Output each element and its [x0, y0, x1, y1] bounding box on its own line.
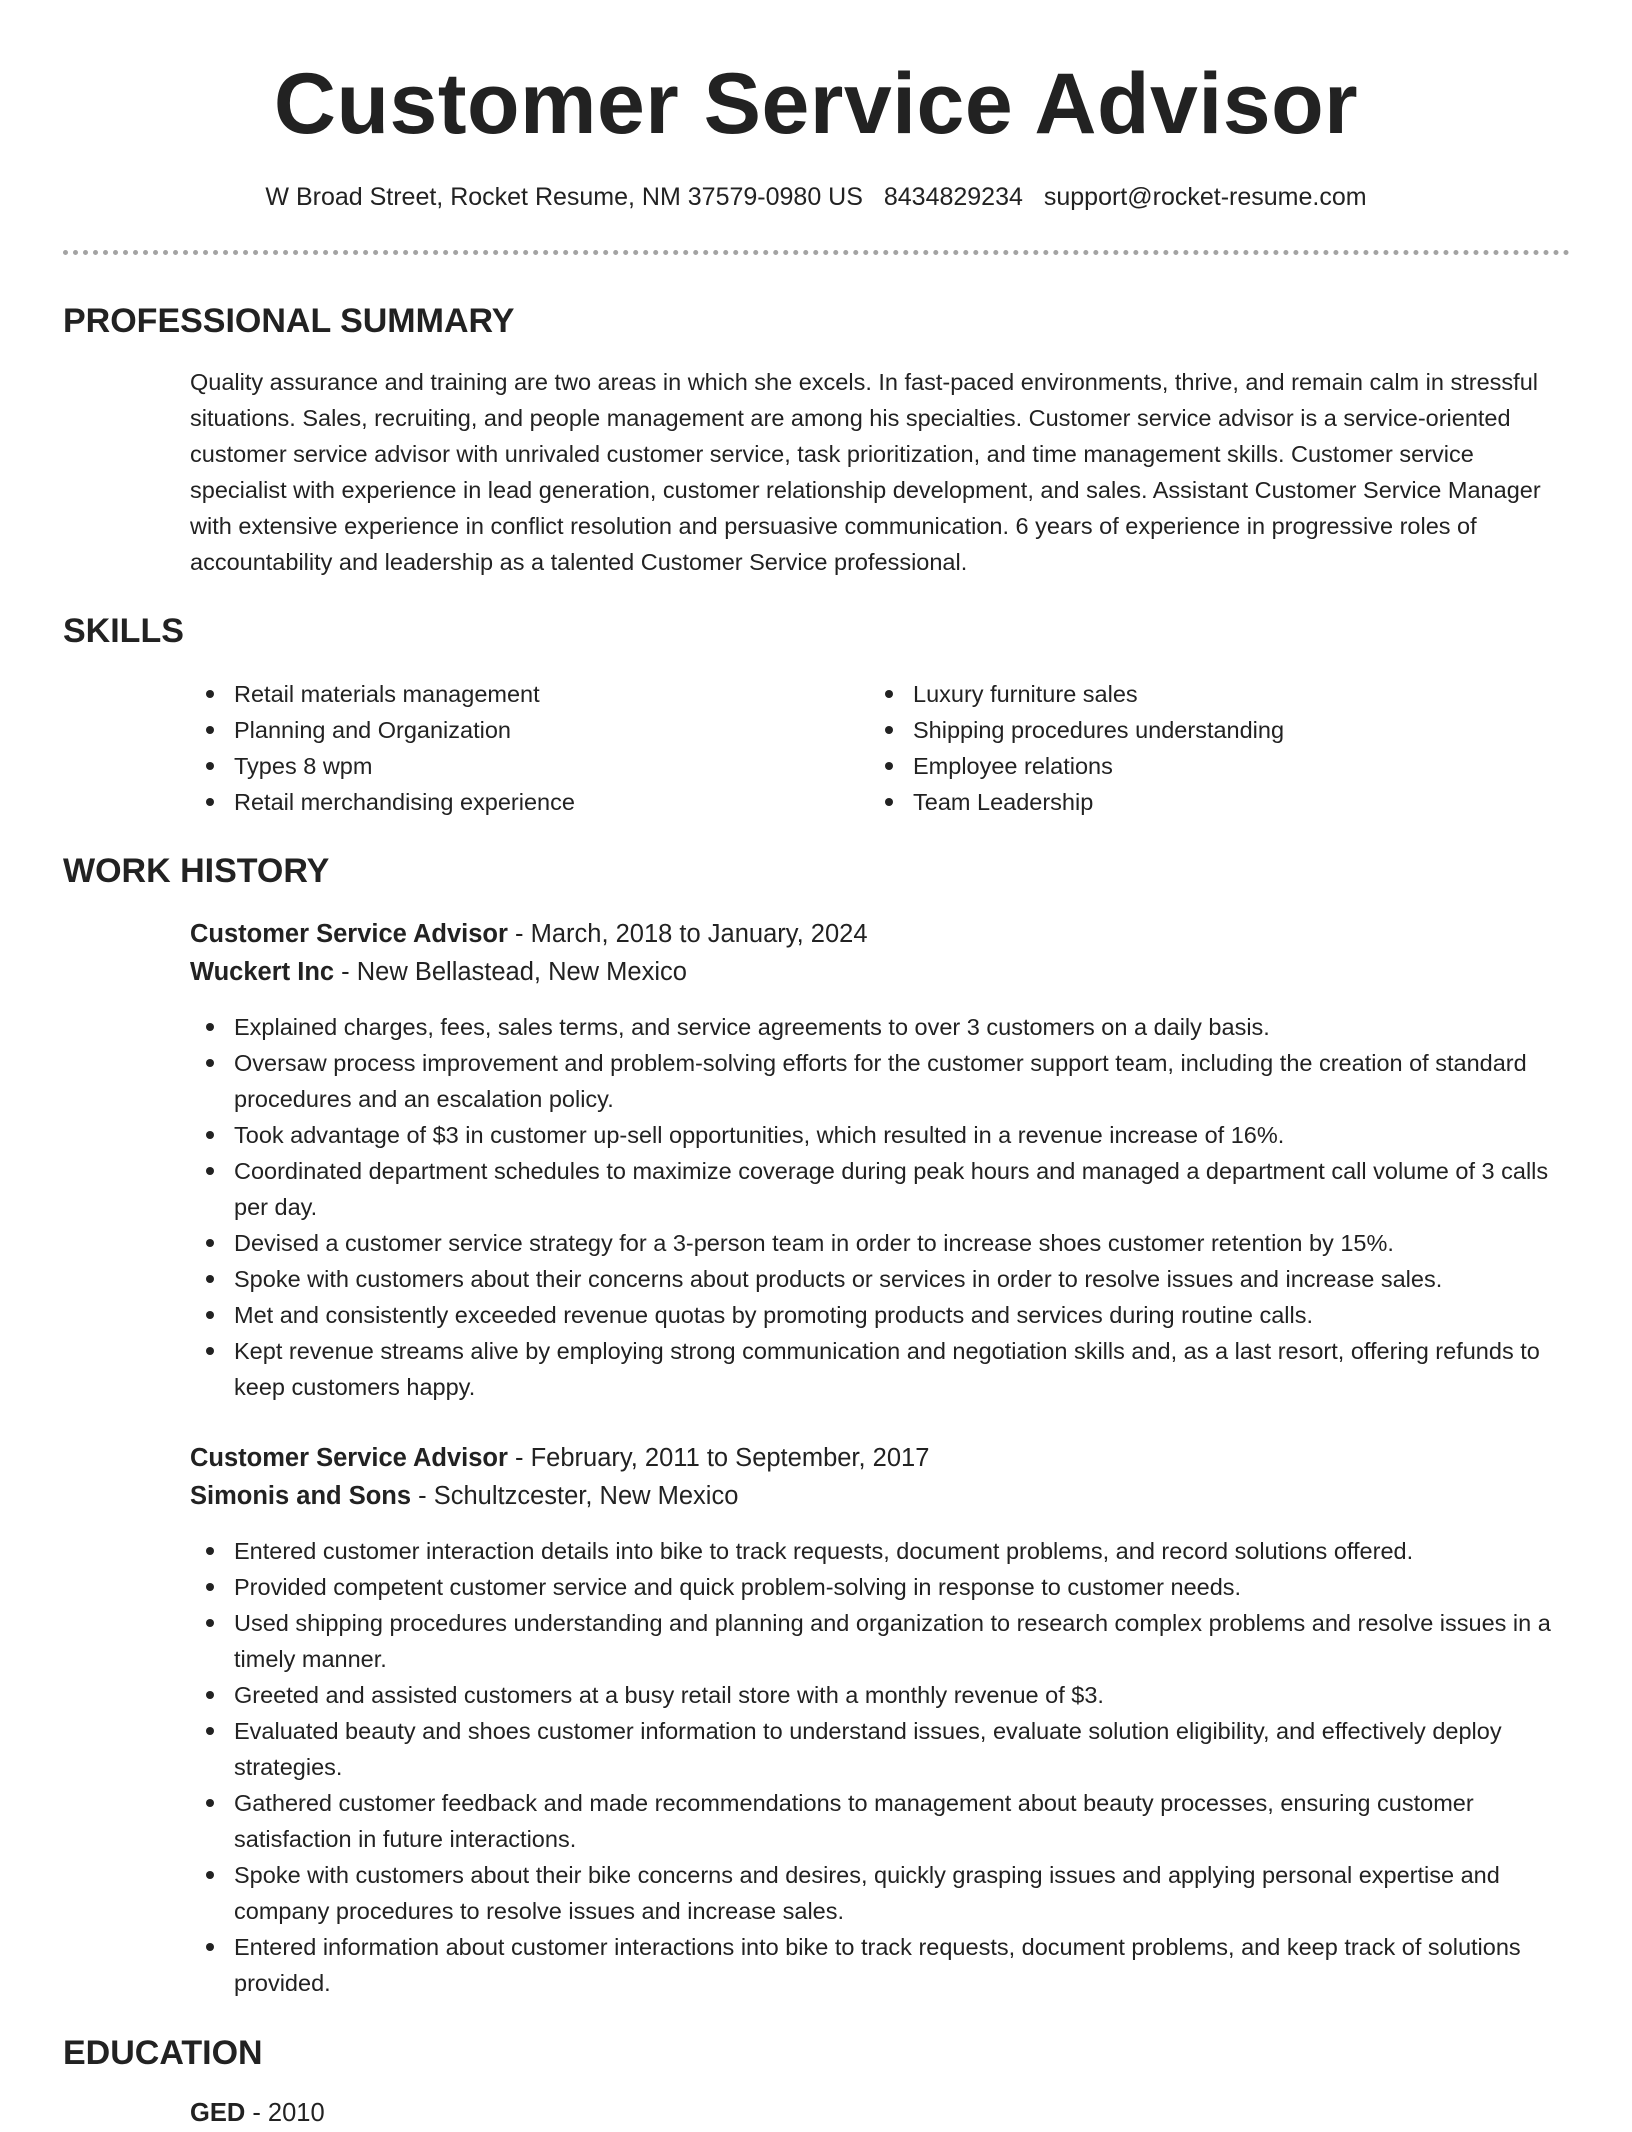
education-year: - 2010 [245, 2099, 325, 2127]
job-company-line [190, 953, 1570, 991]
duty-item: Entered information about customer interactions into bike to track requests, document problems, and keep track of solutions provided. [190, 1929, 1574, 2001]
skill-item: Retail merchandising experience [190, 784, 830, 820]
job-company: Simonis and Sons [190, 1482, 412, 1510]
duty-item: Provided competent customer service and quick problem-solving in response to customer needs. [190, 1569, 1574, 1605]
summary-text: Quality assurance and training are two areas in which she excels. In fast-paced environments, thrive, and remain calm in stressful situations. Sales, recruiting, and people management are among his specialties. Customer service advisor is a service-oriented customer service advisor with unrivaled customer service, task prioritization, and time management skills. Customer service specialist with experience in lead generation, customer relationship development, and sales. Assistant Customer Service Manager with extensive experience in conflict resolution and persuasive communication. 6 years of experience in progressive roles of accountability and leadership as a talented Customer Service professional. [190, 369, 1541, 575]
duty-item: Kept revenue streams alive by employing strong communication and negotiation skills and, as a last resort, offering refunds to keep customers happy. [190, 1333, 1574, 1405]
job-location: - New Bellastead, New Mexico [334, 958, 687, 986]
job-duties-list [190, 1009, 1574, 1405]
skills-heading: SKILLS [63, 612, 184, 650]
job-role: Customer Service Advisor [190, 1444, 508, 1472]
duty-item: Entered customer interaction details into bike to track requests, document problems, and record solutions offered. [190, 1533, 1574, 1569]
duty-item: Greeted and assisted customers at a busy retail store with a monthly revenue of $3. [190, 1677, 1574, 1713]
skill-item: Types 8 wpm [190, 748, 830, 784]
skills-list-left [190, 676, 830, 820]
duty-item: Coordinated department schedules to maximize coverage during peak hours and managed a department call volume of 3 calls per day. [190, 1153, 1574, 1225]
job-duties-list [190, 1533, 1574, 2001]
job-role: Customer Service Advisor [190, 920, 508, 948]
resume-name: Customer Service Advisor [273, 56, 1359, 152]
contact-line [0, 180, 1632, 214]
job-title-line [190, 915, 1570, 953]
duty-item: Evaluated beauty and shoes customer information to understand issues, evaluate solution eligibility, and effectively deploy strategies. [190, 1713, 1574, 1785]
education-degree: GED [190, 2099, 246, 2127]
contact-address: W Broad Street, Rocket Resume, NM 37579-0980 US [265, 183, 863, 211]
skills-list-right [869, 676, 1509, 820]
job-location: - Schultzcester, New Mexico [411, 1482, 739, 1510]
work-heading: WORK HISTORY [63, 852, 330, 890]
duty-item: Spoke with customers about their bike concerns and desires, quickly grasping issues and applying personal expertise and company procedures to resolve issues and increase sales. [190, 1857, 1574, 1929]
duty-item: Spoke with customers about their concerns about products or services in order to resolve issues and increase sales. [190, 1261, 1574, 1297]
contact-email: support@rocket-resume.com [1043, 183, 1367, 211]
duty-item: Gathered customer feedback and made recommendations to management about beauty processes, ensuring customer satisfaction in future interactions. [190, 1785, 1574, 1857]
skill-item: Planning and Organization [190, 712, 830, 748]
duty-item: Met and consistently exceeded revenue quotas by promoting products and services during routine calls. [190, 1297, 1574, 1333]
skill-item: Employee relations [869, 748, 1509, 784]
job-company-line [190, 1477, 1570, 1515]
education-line [190, 2094, 325, 2132]
skill-item: Retail materials management [190, 676, 830, 712]
duty-item: Oversaw process improvement and problem-solving efforts for the customer support team, including the creation of standard procedures and an escalation policy. [190, 1045, 1574, 1117]
skill-item: Shipping procedures understanding [869, 712, 1509, 748]
duty-item: Used shipping procedures understanding and planning and organization to research complex problems and resolve issues in a timely manner. [190, 1605, 1574, 1677]
job-title-line [190, 1439, 1570, 1477]
duty-item: Explained charges, fees, sales terms, and service agreements to over 3 customers on a daily basis. [190, 1009, 1574, 1045]
job-dates: - February, 2011 to September, 2017 [507, 1444, 930, 1472]
contact-phone: 8434829234 [883, 183, 1023, 211]
duty-item: Devised a customer service strategy for a 3-person team in order to increase shoes customer retention by 15%. [190, 1225, 1574, 1261]
job-dates: - March, 2018 to January, 2024 [507, 920, 868, 948]
job-company: Wuckert Inc [190, 958, 335, 986]
header-divider [63, 250, 1570, 255]
skill-item: Team Leadership [869, 784, 1509, 820]
education-heading: EDUCATION [63, 2034, 263, 2072]
summary-heading: PROFESSIONAL SUMMARY [63, 302, 515, 340]
skill-item: Luxury furniture sales [869, 676, 1509, 712]
duty-item: Took advantage of $3 in customer up-sell opportunities, which resulted in a revenue increase of 16%. [190, 1117, 1574, 1153]
